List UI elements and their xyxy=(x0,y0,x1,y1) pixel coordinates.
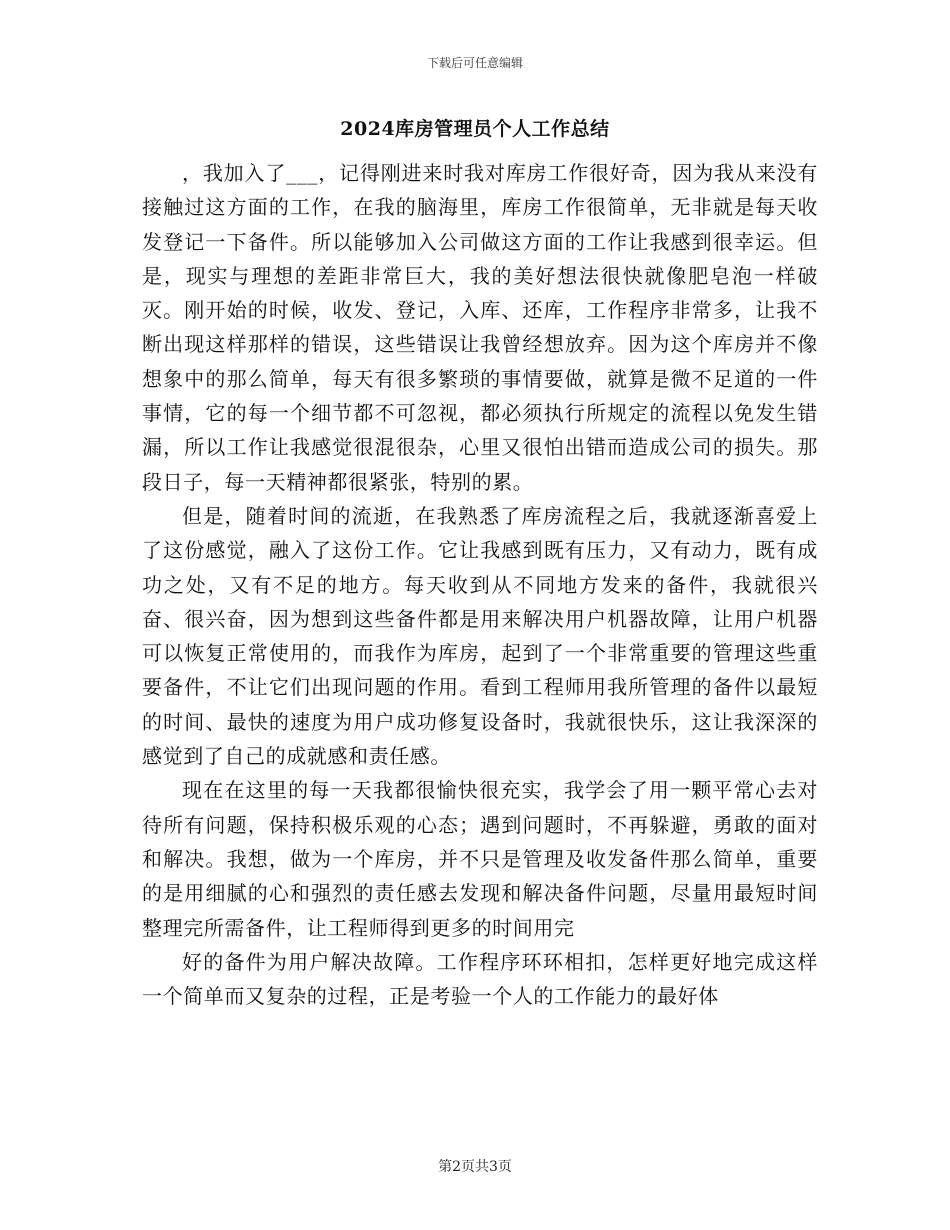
document-title: 2024库房管理员个人工作总结 xyxy=(340,118,610,140)
paragraph-1: ，我加入了___，记得刚进来时我对库房工作很好奇，因为我从来没有接触过这方面的工作，在我的脑海里，库房工作很简单，无非就是每天收发登记一下备件。所以能够加入公司做这方面的工作让我感到很幸运。但是，现实与理想的差距非常巨大，我的美好想法很快就像肥皂泡一样破灭。刚开始的时候，收发、登记，入库、还库，工作程序非常多，让我不断出现这样那样的错误，这些错误让我曾经想放弃。因为这个库房并不像想象中的那么简单，每天有很多繁琐的事情要做，就算是微不足道的一件事情，它的每一个细节都不可忽视，都必须执行所规定的流程以免发生错漏，所以工作让我感觉很混很杂，心里又很怕出错而造成公司的损失。那段日子，每一天精神都很紧张，特别的累。 xyxy=(142,161,818,494)
page-number: 第2页共3页 xyxy=(438,1159,512,1175)
document-body xyxy=(142,156,818,1013)
paragraph-3: 现在在这里的每一天我都很愉快很充实，我学会了用一颗平常心去对待所有问题，保持积极乐观的心态；遇到问题时，不再躲避，勇敢的面对和解决。我想，做为一个库房，并不只是管理及收发备件那么简单，重要的是用细腻的心和强烈的责任感去发现和解决备件问题，尽量用最短时间整理完所需备件，让工程师得到更多的时间用完 xyxy=(142,778,818,940)
paragraph-2: 但是，随着时间的流逝，在我熟悉了库房流程之后，我就逐渐喜爱上了这份感觉，融入了这份工作。它让我感到既有压力，又有动力，既有成功之处，又有不足的地方。每天收到从不同地方发来的备件，我就很兴奋、很兴奋，因为想到这些备件都是用来解决用户机器故障，让用户机器可以恢复正常使用的，而我作为库房，起到了一个非常重要的管理这些重要备件，不让它们出现问题的作用。看到工程师用我所管理的备件以最短的时间、最快的速度为用户成功修复设备时，我就很快乐，这让我深深的感觉到了自己的成就感和责任感。 xyxy=(142,503,818,769)
paragraph-4: 好的备件为用户解决故障。工作程序环环相扣，怎样更好地完成这样一个简单而又复杂的过程，正是考验一个人的工作能力的最好体 xyxy=(142,949,818,1009)
header-note: 下载后可任意编辑 xyxy=(426,56,523,70)
